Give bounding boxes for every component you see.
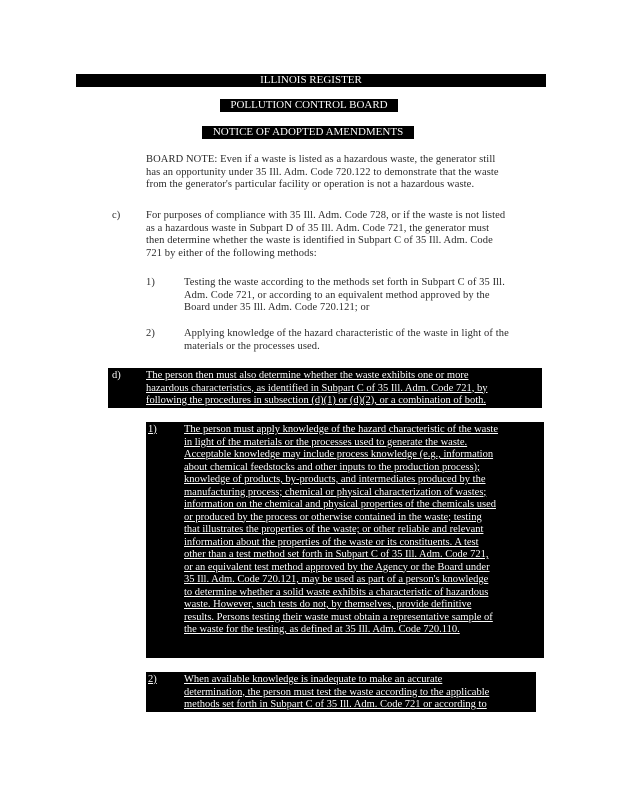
register-title: ILLINOIS REGISTER — [260, 74, 362, 86]
subsection-c-text — [146, 210, 546, 260]
c-item-1-label: 1) — [146, 277, 155, 288]
notice-title-box — [202, 126, 414, 139]
subsection-d-line: The person then must also determine whether the waste exhibits one or more — [146, 370, 469, 381]
d-item-1-line: 35 Ill. Adm. Code 720.121, may be used as part of a person's knowledge — [184, 574, 489, 585]
subsection-c-line: For purposes of compliance with 35 Ill. Adm. Code 728, or if the waste is not listed — [146, 210, 506, 221]
board-note-line: BOARD NOTE: Even if a waste is listed as a hazardous waste, the generator still — [146, 154, 496, 165]
d-item-1-line: other than a test method set forth in Subpart C of 35 Ill. Adm. Code 721, — [184, 549, 489, 560]
subsection-d-text — [146, 370, 542, 408]
d-item-1-line: manufacturing process; chemical or physical characterization of wastes; — [184, 486, 487, 498]
d-item-1-line: or produced by the process or otherwise contained in the waste; testing — [184, 511, 482, 523]
d-item-1-line: results. Persons testing their waste must obtain a representative sample of — [184, 611, 493, 623]
board-note — [146, 154, 546, 192]
d-item-1-line: that illustrates the properties of the waste; or other reliable and relevant — [184, 524, 484, 535]
c-item-2-line: Applying knowledge of the hazard characteristic of the waste in light of the — [184, 328, 509, 339]
c-item-1-text — [184, 277, 546, 315]
d-item-1-line: in light of the materials or the processes used to generate the waste. — [184, 436, 468, 448]
d-item-1-line: knowledge of products, by-products, and intermediates produced by the — [184, 474, 486, 485]
c-item-1-line: Board under 35 Ill. Adm. Code 720.121; or — [184, 302, 370, 313]
c-item-2-line: materials or the processes used. — [184, 340, 320, 352]
d-item-1-line: to determine whether a solid waste exhibits a characteristic of hazardous — [184, 586, 489, 598]
d-item-1-line: information about the properties of the waste or its constituents. A test — [184, 536, 479, 548]
d-item-1-line: the waste for the testing, as defined at 35 Ill. Adm. Code 720.110. — [184, 624, 460, 635]
board-title-box — [220, 99, 398, 112]
d-item-2-label: 2) — [148, 674, 157, 685]
d-item-2-line: When available knowledge is inadequate to make an accurate — [184, 674, 443, 685]
d-item-2-line: determination, the person must test the waste according to the applicable — [184, 686, 490, 698]
d-item-1-line: Acceptable knowledge may include process knowledge (e.g., information — [184, 449, 494, 460]
d-item-1-label: 1) — [148, 424, 157, 435]
subsection-d-label: d) — [112, 370, 121, 381]
notice-title: NOTICE OF ADOPTED AMENDMENTS — [212, 126, 404, 138]
d-item-2-text — [184, 674, 536, 712]
board-note-line: from the generator's particular facility or operation is not a hazardous waste. — [146, 179, 475, 190]
d-item-1-line: about chemical feedstocks and other inputs to the production process); — [184, 461, 480, 473]
d-item-1-text — [184, 424, 544, 637]
c-item-1-line: Adm. Code 721, or according to an equivalent method approved by the — [184, 289, 490, 301]
subsection-c-line: as a hazardous waste in Subpart D of 35 Ill. Adm. Code 721, the generator must — [146, 222, 490, 234]
d-item-1-line: The person must apply knowledge of the hazard characteristic of the waste — [184, 424, 499, 435]
board-title: POLLUTION CONTROL BOARD — [230, 99, 388, 111]
d-item-2-line: methods set forth in Subpart C of 35 Ill. Adm. Code 721 or according to — [184, 699, 487, 710]
d-item-1-line: information on the chemical and physical properties of the chemicals used — [184, 499, 496, 510]
register-banner — [76, 74, 546, 87]
c-item-1-line: Testing the waste according to the methods set forth in Subpart C of 35 Ill. — [184, 277, 505, 288]
c-item-2-text — [184, 328, 546, 353]
d-item-1-line: or an equivalent test method approved by the Agency or the Board under — [184, 561, 490, 573]
c-item-2-label: 2) — [146, 328, 155, 339]
board-note-line: has an opportunity under 35 Ill. Adm. Code 720.122 to demonstrate that the waste — [146, 166, 499, 178]
subsection-d-line: following the procedures in subsection (d)(1) or (d)(2), or a combination of both. — [146, 395, 486, 406]
subsection-c-line: then determine whether the waste is identified in Subpart C of 35 Ill. Adm. Code — [146, 235, 493, 246]
subsection-c-label: c) — [112, 210, 121, 221]
subsection-d-line: hazardous characteristics, as identified in Subpart C of 35 Ill. Adm. Code 721, by — [146, 382, 488, 394]
subsection-c-line: 721 by either of the following methods: — [146, 247, 317, 259]
d-item-1-line: waste. However, such tests do not, by themselves, provide definitive — [184, 599, 472, 610]
